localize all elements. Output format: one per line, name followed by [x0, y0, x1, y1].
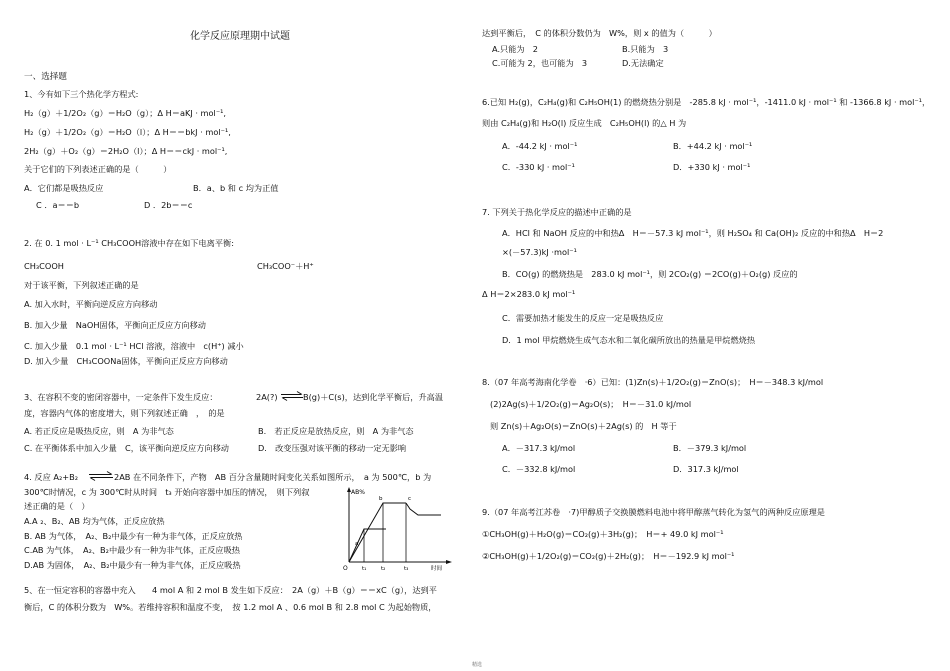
q3-stem-a: 3、在容积不变的密闭容器中，一定条件下发生反应： — [24, 392, 218, 402]
tick-t1: t₁ — [362, 566, 367, 572]
q1-eq2: H₂（g）＋1/2O₂（g）＝H₂O（l）；Δ H＝＝bkJ · mol⁻¹, — [24, 127, 231, 137]
q9-stem: 9.（07 年高考江苏卷 ·7)甲醇质子交换膜燃料电池中将甲醇蒸气转化为氢气的两种反应原理是 — [482, 507, 825, 517]
q2-option-c: C. 加入少量 0.1 mol · L⁻¹ HCl 溶液，溶液中 c(H⁺) 减小 — [24, 341, 244, 351]
q6-option-a: A．-44.2 kJ · mol⁻¹ — [502, 141, 578, 151]
q5-option-c: C.可能为 2，也可能为 3 — [492, 58, 588, 68]
q2-ask: 对于该平衡，下列叙述正确的是 — [24, 280, 139, 290]
q4-stem-b: 2AB 在不同条件下，产物 AB 百分含量随时间变化关系如图所示， a 为 500℃，b 为 — [114, 472, 432, 482]
q2-eq-right: CH₃COO⁻＋H⁺ — [257, 261, 314, 271]
q1-eq3: 2H₂（g）＋O₂（g）＝2H₂O（l）；Δ H＝＝ckJ · mol⁻¹, — [24, 146, 228, 156]
q2-eq-left: CH₃COOH — [24, 261, 64, 271]
q1-eq1: H₂（g）＋1/2O₂（g）＝H₂O（g）；Δ H＝aKJ · mol⁻¹, — [24, 108, 227, 118]
q1-option-c: C ．a＝＝b — [36, 200, 80, 210]
q3-option-a: A. 若正反应是吸热反应，则 A 为非气态 — [24, 426, 174, 436]
q6-line-2: 则由 C₂H₄(g)和 H₂O(l) 反应生成 C₂H₅OH(l) 的△ H 为 — [482, 118, 687, 128]
q8-option-d: D．317.3 kJ/mol — [673, 464, 739, 474]
x-axis-label: 时间 — [431, 566, 443, 572]
q8-line-3: 则 Zn(s)＋Ag₂O(s)＝ZnO(s)＋2Ag(s) 的 H 等于 — [490, 421, 677, 431]
q2-stem: 2. 在 0. 1 mol · L⁻¹ CH₃COOH溶液中存在如下电离平衡: — [24, 238, 235, 248]
curve-c-label: c — [408, 496, 412, 502]
q1-ask: 关于它们的下列表述正确的是（ ） — [24, 164, 172, 174]
q1-option-d: D ．2b＝＝c — [144, 200, 193, 210]
page-footer: 精选 — [472, 662, 483, 668]
equilibrium-arrow-icon — [280, 391, 304, 401]
section-heading: 一、选择题 — [24, 72, 67, 82]
q5-continued-line: 达到平衡后， C 的体积分数仍为 W%，则 x 的值为（ ） — [482, 28, 717, 38]
q8-line-2: (2)2Ag(s)＋1/2O₂(g)＝Ag₂O(s)； H＝－31.0 kJ/mol — [490, 399, 692, 409]
q5-option-d: D.无法确定 — [622, 58, 664, 68]
q6-option-c: C．-330 kJ · mol⁻¹ — [502, 162, 575, 172]
q7-option-a-line-2: ×(－57.3)kJ ·mol⁻¹ — [502, 247, 577, 257]
q4-option-d: D.AB 为固体， A₂、B₂中最少有一种为非气体，正反应吸热 — [24, 560, 241, 570]
q5-option-b: B.只能为 3 — [622, 44, 669, 54]
q3-stem-c: B(g)＋C(s)，达到化学平衡后，升高温 — [303, 392, 444, 402]
curve-b-label: b — [379, 496, 383, 502]
q7-option-d: D．1 mol 甲烷燃烧生成气态水和二氧化碳所放出的热量是甲烷燃烧热 — [502, 335, 756, 345]
tick-t3: t₃ — [404, 566, 409, 572]
q5-line-1: 5、在一恒定容积的容器中充入 4 mol A 和 2 mol B 发生如下反应： 2A（g）＋B（g）＝＝xC（g），达到平 — [24, 585, 437, 595]
x-axis-arrow-icon — [446, 560, 452, 564]
q1-stem: 1、今有如下三个热化学方程式: — [24, 89, 139, 99]
q7-stem: 7. 下列关于热化学反应的描述中正确的是 — [482, 207, 632, 217]
q7-option-b-line-2: Δ H＝2×283.0 kJ mol⁻¹ — [482, 289, 576, 299]
q8-option-b: B．－379.3 kJ/mol — [673, 443, 747, 453]
q3-option-c: C. 在平衡体系中加入少量 C，该平衡向逆反应方向移动 — [24, 443, 229, 453]
q2-option-a: A. 加入水时，平衡向逆反应方向移动 — [24, 299, 158, 309]
origin-label: O — [343, 565, 348, 572]
q8-line-1: 8.（07 年高考海南化学卷 ·6）已知：(1)Zn(s)＋1/2O₂(g)＝ZnO(s)； H＝－348.3 kJ/mol — [482, 377, 824, 387]
q6-line-1: 6.已知 H₂(g)，C₂H₄(g)和 C₂H₅OH(1) 的燃烧热分别是 -285.8 kJ · mol⁻¹，-1411.0 kJ · mol⁻¹ 和 -1366.8 kJ · mol⁻¹， — [482, 97, 931, 107]
curve-c — [406, 503, 441, 515]
q8-option-c: C．－332.8 kJ/mol — [502, 464, 576, 474]
q9-reaction-2: ②CH₃OH(g)＋1/2O₂(g)＝CO₂(g)＋2H₂(g)； H＝－192.9 kJ mol⁻¹ — [482, 551, 735, 561]
q1-option-a: A．它们都是吸热反应 — [24, 183, 104, 193]
y-axis-label: AB% — [351, 489, 365, 496]
q4-option-c: C.AB 为气体， A₂、B₂中最少有一种为非气体，正反应吸热 — [24, 545, 240, 555]
q2-option-d: D. 加入少量 CH₃COONa固体，平衡向正反应方向移动 — [24, 356, 228, 366]
q7-option-c: C．需要加热才能发生的反应一定是吸热反应 — [502, 313, 664, 323]
tick-t2: t₂ — [381, 566, 386, 572]
q3-stem-reactant: 2A(?) — [256, 392, 278, 402]
q7-option-a-line-1: A．HCl 和 NaOH 反应的中和热Δ H＝－57.3 kJ mol⁻¹，则 H₂SO₄ 和 Ca(OH)₂ 反应的中和热Δ H＝2 — [502, 228, 884, 238]
q6-option-b: B．+44.2 kJ · mol⁻¹ — [673, 141, 753, 151]
page-title: 化学反应原理期中试题 — [190, 31, 290, 42]
q7-option-b-line-1: B．CO(g) 的燃烧热是 283.0 kJ mol⁻¹，则 2CO₂(g) ＝2CO(g)＋O₂(g) 反应的 — [502, 269, 798, 279]
ab-percent-vs-time-graph — [336, 485, 454, 575]
curve-a-label: a — [355, 541, 359, 547]
q6-option-d: D．+330 kJ · mol⁻¹ — [673, 162, 751, 172]
q8-option-a: A．－317.3 kJ/mol — [502, 443, 576, 453]
equilibrium-arrow-icon — [88, 471, 114, 481]
q4-stem-3: 述正确的是（ ） — [24, 501, 90, 511]
q9-reaction-1: ①CH₃OH(g)＋H₂O(g)＝CO₂(g)＋3H₂(g)； H＝+ 49.0 kJ mol⁻¹ — [482, 529, 724, 539]
q2-option-b: B. 加入少量 NaOH固体，平衡向正反应方向移动 — [24, 320, 206, 330]
q5-line-2: 衡后，C 的体积分数为 W%。若维持容积和温度不变， 按 1.2 mol A 、0.6 mol B 和 2.8 mol C 为起始物质， — [24, 602, 437, 612]
q3-stem-2: 度，容器内气体的密度增大，则下列叙述正确 ， 的是 — [24, 408, 225, 418]
q1-option-b: B．a、b 和 c 均为正值 — [193, 183, 279, 193]
q4-stem-2: 300℃时情况，c 为 300℃时从时间 t₃ 开始向容器中加压的情况， 则下列叙 — [24, 487, 310, 497]
q3-option-b: B. 若正反应是放热反应，则 A 为非气态 — [258, 426, 414, 436]
curve-b — [349, 503, 406, 562]
q5-option-a: A.只能为 2 — [492, 44, 539, 54]
q4-option-a: A.A ₂、B₂、AB 均为气体，正反应放热 — [24, 516, 165, 526]
q4-option-b: B. AB 为气体， A₂、B₂中最少有一种为非气体，正反应放热 — [24, 531, 243, 541]
q4-stem-a: 4. 反应 A₂+B₂ — [24, 472, 79, 482]
q3-option-d: D. 改变压强对该平衡的移动一定无影响 — [258, 443, 407, 453]
